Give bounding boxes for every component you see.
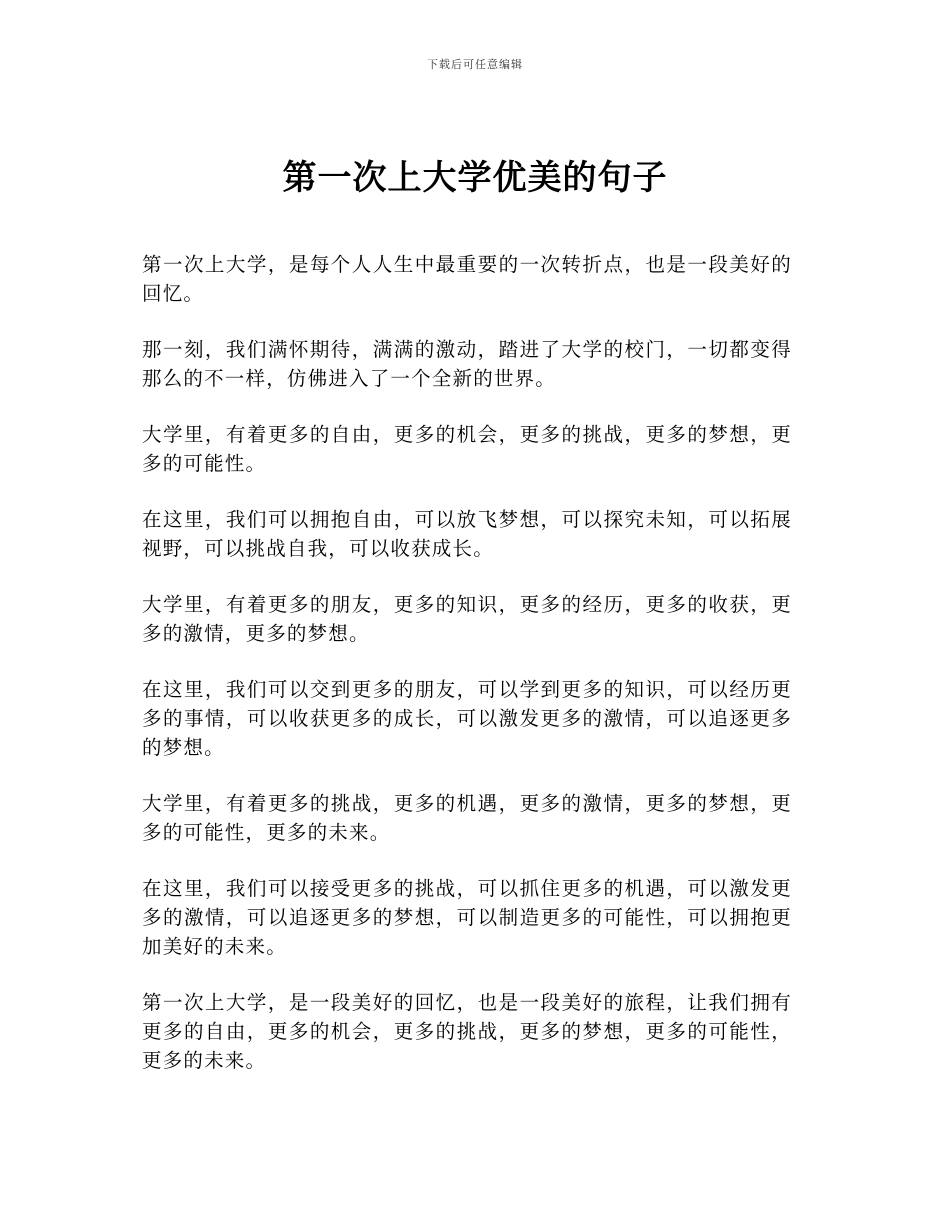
paragraph-2: 那一刻，我们满怀期待，满满的激动，踏进了大学的校门，一切都变得那么的不一样，仿佛进入了一个全新的世界。 xyxy=(142,338,792,390)
paragraph-6: 在这里，我们可以交到更多的朋友，可以学到更多的知识，可以经历更多的事情，可以收获更多的成长，可以激发更多的激情，可以追逐更多的梦想。 xyxy=(142,678,792,759)
paragraph-1: 第一次上大学，是每个人人生中最重要的一次转折点，也是一段美好的回忆。 xyxy=(142,253,792,305)
paragraph-5: 大学里，有着更多的朋友，更多的知识，更多的经历，更多的收获，更多的激情，更多的梦想。 xyxy=(142,593,792,645)
document-body xyxy=(142,250,792,1102)
paragraph-4: 在这里，我们可以拥抱自由，可以放飞梦想，可以探究未知，可以拓展视野，可以挑战自我，可以收获成长。 xyxy=(142,508,792,560)
page-title: 第一次上大学优美的句子 xyxy=(282,158,668,198)
paragraph-7: 大学里，有着更多的挑战，更多的机遇，更多的激情，更多的梦想，更多的可能性，更多的未来。 xyxy=(142,792,792,844)
header-note: 下载后可任意编辑 xyxy=(427,58,523,71)
paragraph-8: 在这里，我们可以接受更多的挑战，可以抓住更多的机遇，可以激发更多的激情，可以追逐更多的梦想，可以制造更多的可能性，可以拥抱更加美好的未来。 xyxy=(142,877,792,958)
paragraph-9: 第一次上大学，是一段美好的回忆，也是一段美好的旅程，让我们拥有更多的自由，更多的机会，更多的挑战，更多的梦想，更多的可能性，更多的未来。 xyxy=(142,991,792,1072)
paragraph-3: 大学里，有着更多的自由，更多的机会，更多的挑战，更多的梦想，更多的可能性。 xyxy=(142,423,792,475)
